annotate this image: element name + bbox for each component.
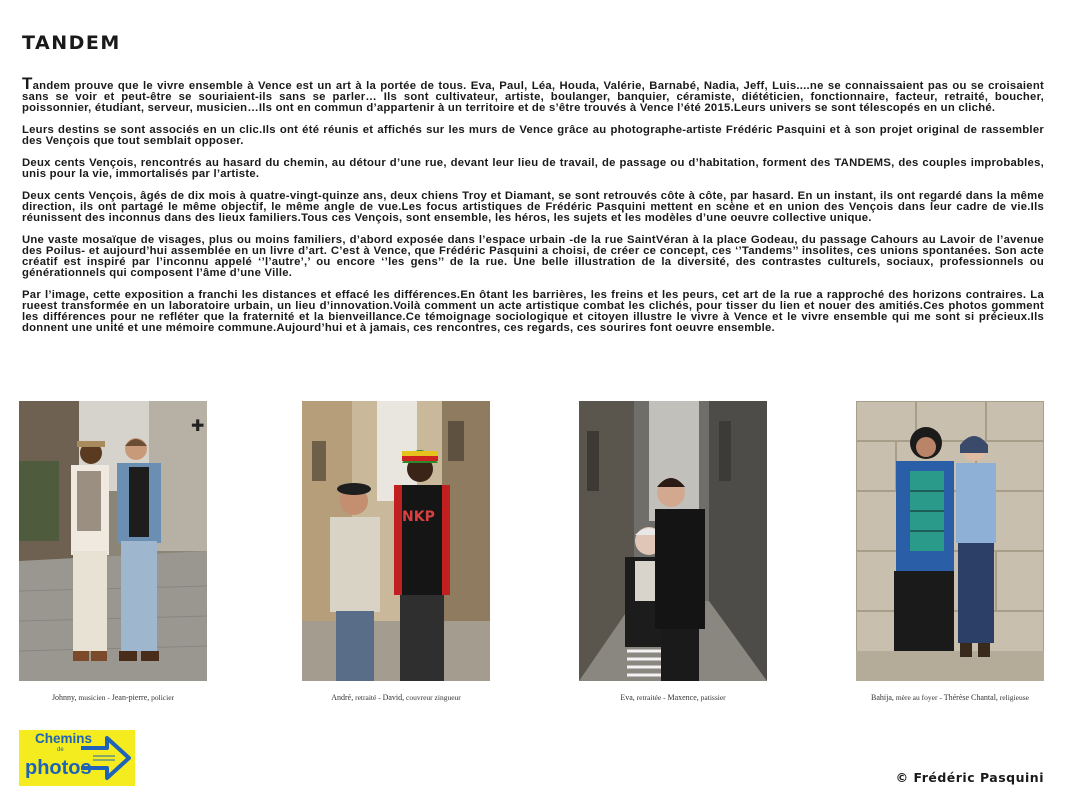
paragraph: Par l’image, cette exposition a franchi les distances et effacé les différences.En ôtant les barrières, les freins et les peurs, cet art de la rue a rapproché des horizons contraires. La rueest transformée en un laboratoire urbain, un lieu d’innovation.Voilà comment un acte artistique combat les clichés, pour tisser du lien et nouer des amitiés.Ces photos gomment les différences pour ne refléter que la fraternité et la bienveillance.Ce témoignage sociologique et citoyen illustre le vivre à Vence et le vivre ensemble qui me sont si précieux.Ils donnent une unité et une mémoire commune.Aujourd’hui et à jamais, ces rencontres, ces regards, ces sourires font oeuvre ensemble. (22, 289, 1044, 334)
logo-line-2: de (57, 747, 64, 753)
photo-caption: André, retraité - David, couvreur zingueur (331, 693, 461, 702)
copyright: © Frédéric Pasquini (895, 770, 1044, 785)
svg-text:NKP: NKP (402, 509, 435, 525)
photo-bahija-therese-chantal (856, 401, 1044, 681)
photo-caption: Eva, retraitée - Maxence, patissier (620, 693, 726, 702)
paragraph: Tandem prouve que le vivre ensemble à Vence est un art à la portée de tous. Eva, Paul, Léa, Houda, Valérie, Barnabé, Nadia, Jeff, Luis....ne se connaissaient pas ou se croisaient sans se voir et peut-être se souriaient-ils sans se parler… Ils sont cultivateur, artiste, boulanger, banquier, céramiste, diététicien, fonctionnaire, facteur, retraité, boucher, poissonnier, étudiant, serveur, musicien…Ils ont en commun d’appartenir à un territoire et de s’être trouvés à Vence l’été 2015.Leurs univers se sont télescopés en un cliché. (22, 74, 1044, 114)
logo-line-1: Chemins (35, 731, 93, 746)
article-text (22, 74, 1044, 345)
photo-caption: Bahija, mère au foyer - Thérèse Chantal, religieuse (871, 693, 1029, 702)
paragraph: Deux cents Vençois, âgés de dix mois à quatre-vingt-quinze ans, deux chiens Troy et Diamant, se sont retrouvés côte à côte, par hasard. En un instant, ils ont regardé dans la même direction, ils ont partagé le même objectif, le même angle de vue.Les focus artistiques de Frédéric Pasquini mettent en scène et en union des Vençois dans leur cadre de vie.Ils réunissent des inconnus dans des lieux familiers.Tous ces Vençois, sont ensemble, les héros, les sujets et les modèles d’une oeuvre collective unique. (22, 190, 1044, 224)
page-title: TANDEM (22, 32, 121, 54)
paragraph: Leurs destins se sont associés en un clic.Ils ont été réunis et affichés sur les murs de Vence grâce au photographe-artiste Frédéric Pasquini et à son projet original de rassembler des Vençois que tout semblait opposer. (22, 124, 1044, 147)
paragraph: Deux cents Vençois, rencontrés au hasard du chemin, au détour d’une rue, devant leur lieu de travail, de passage ou d’habitation, forment des TANDEMS, des couples improbables, unis pour la vie, immortalisés par l’artiste. (22, 157, 1044, 180)
chemins-de-photos-logo (19, 730, 135, 786)
drop-cap: T (22, 74, 33, 93)
paragraph: Une vaste mosaïque de visages, plus ou moins familiers, d’abord exposée dans l’espace urbain -de la rue SaintVéran à la place Godeau, du passage Cahours au Lavoir de l’avenue des Poilus- et aujourd’hui assemblée en un livre d’art. C’est à Vence, que Frédéric Pasquini a choisi, de créer ce concept, ces ‘’Tandems’’ insolites, ces unions spontanées. Son acte créatif est inspiré par l’inconnu appelé ‘’l’autre’,’ ou encore ‘’les gens’’ de la rue. Une belle illustration de la diversité, des contrastes culturels, sociaux, professionnels ou générationnels qui composent l’âme d’une Ville. (22, 234, 1044, 279)
photo-johnny-jean-pierre (19, 401, 207, 681)
photo-caption: Johnny, musicien - Jean-pierre, policier (51, 693, 175, 702)
photo-eva-maxence (579, 401, 767, 681)
svg-text:✚: ✚ (191, 416, 205, 435)
logo-line-3: photos (25, 757, 92, 779)
photo-andre-david (302, 401, 490, 681)
